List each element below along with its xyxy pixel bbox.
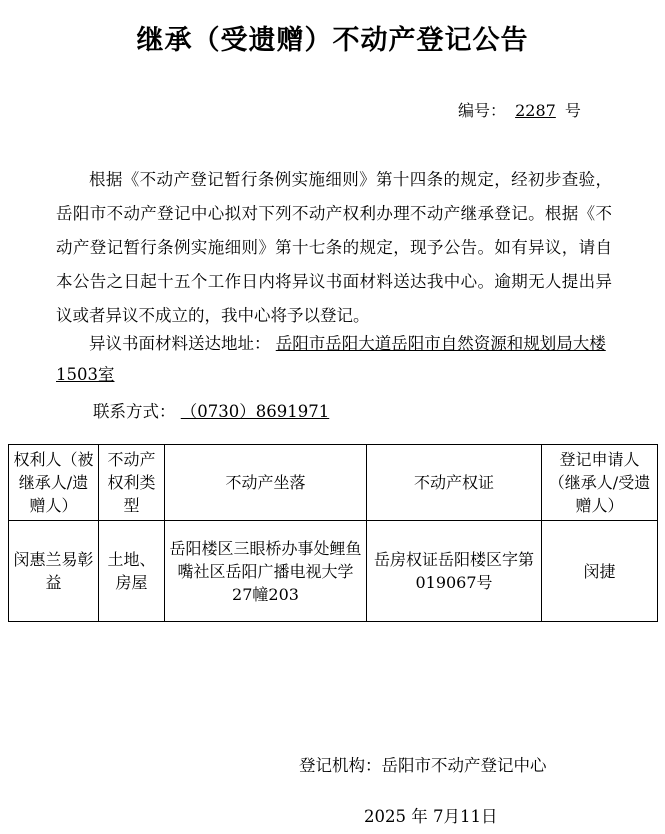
table-cell: 岳房权证岳阳楼区字第019067号 bbox=[367, 521, 542, 622]
objection-address bbox=[56, 328, 612, 390]
address-label: 异议书面材料送达地址： bbox=[89, 334, 271, 353]
contact-info bbox=[93, 398, 331, 422]
table-row bbox=[9, 521, 658, 622]
table-cell: 岳阳楼区三眼桥办事处鲤鱼嘴社区岳阳广播电视大学27幢203 bbox=[165, 521, 367, 622]
table-header-row bbox=[9, 445, 658, 521]
property-table bbox=[8, 444, 658, 622]
serial-label: 编号： bbox=[458, 101, 507, 120]
header-cell: 不动产权利类型 bbox=[99, 445, 165, 521]
serial-suffix: 号 bbox=[564, 101, 581, 120]
notice-title: 继承（受遗赠）不动产登记公告 bbox=[136, 25, 529, 56]
table-cell: 闵捷 bbox=[542, 521, 658, 622]
header-cell: 不动产权证 bbox=[367, 445, 542, 521]
header-cell: 不动产坐落 bbox=[165, 445, 367, 521]
address-value: 岳阳市岳阳大道岳阳市自然资源和规划局大楼1503室 bbox=[56, 334, 606, 384]
serial-number bbox=[458, 98, 581, 121]
table-cell: 闵惠兰易彰益 bbox=[9, 521, 99, 622]
header-cell: 登记申请人（继承人/受遗赠人） bbox=[542, 445, 658, 521]
notice-body bbox=[56, 163, 612, 333]
notice-date: 2025 年 7月11日 bbox=[364, 807, 498, 826]
table-cell: 土地、房屋 bbox=[99, 521, 165, 622]
contact-label: 联系方式： bbox=[93, 402, 176, 421]
contact-value: （0730）8691971 bbox=[180, 402, 330, 421]
serial-value: 2287 bbox=[515, 101, 556, 120]
registration-authority: 登记机构：岳阳市不动产登记中心 bbox=[299, 756, 547, 775]
body-paragraph: 根据《不动产登记暂行条例实施细则》第十四条的规定，经初步查验，岳阳市不动产登记中心拟对下列不动产权利办理不动产继承登记。根据《不动产登记暂行条例实施细则》第十七条的规定，现予公告。如有异议，请自本公告之日起十五个工作日内将异议书面材料送达我中心。逾期无人提出异议或者异议不成立的，我中心将予以登记。 bbox=[56, 170, 612, 325]
header-cell: 权利人（被继承人/遗赠人） bbox=[9, 445, 99, 521]
